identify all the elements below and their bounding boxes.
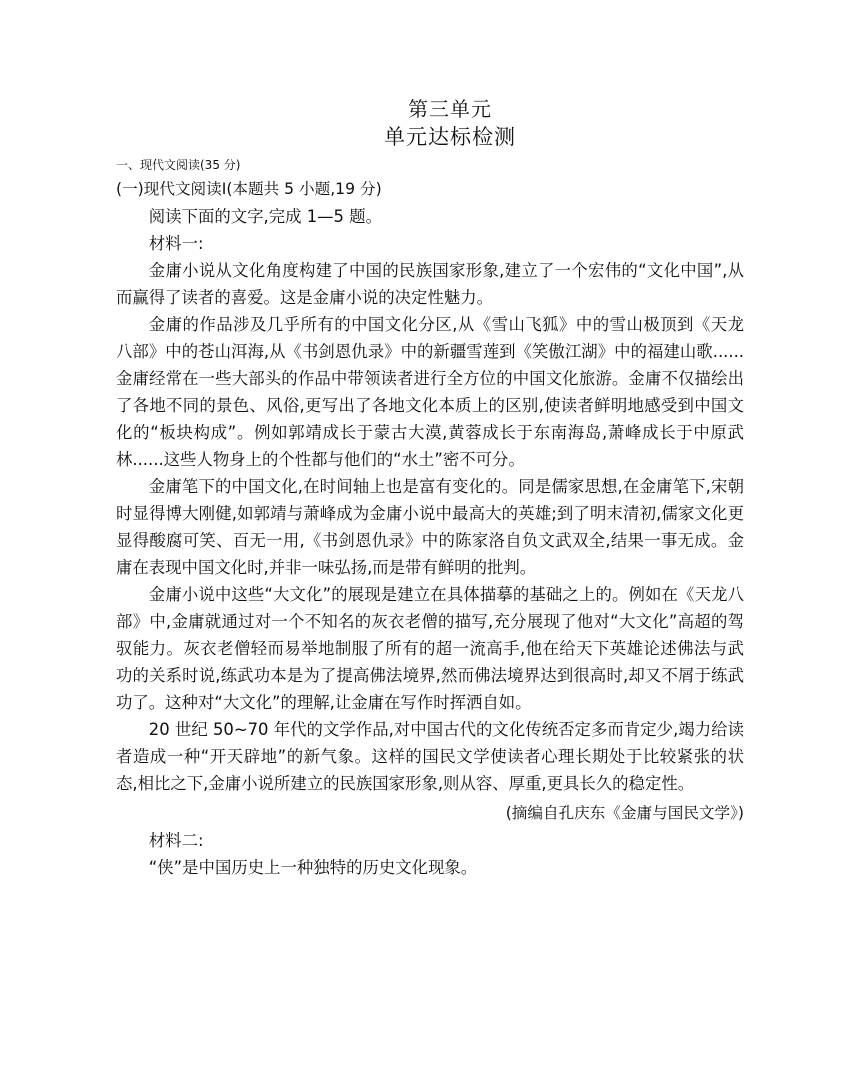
- reading-passage: [116, 203, 744, 797]
- source-citation: (摘编自孔庆东《金庸与国民文学》): [505, 804, 744, 822]
- subsection-heading: (一)现代文阅读Ⅰ(本题共 5 小题,19 分): [116, 180, 382, 198]
- paragraph: 20 世纪 50~70 年代的文学作品,对中国古代的文化传统否定多而肯定少,竭力给读者造成一种“开天辟地”的新气象。这样的国民文学使读者心理长期处于比较紧张的状态,相比之下,金庸小说所建立的民族国家形象,则从容、厚重,更具长久的稳定性。: [116, 720, 744, 793]
- material1-label: 材料一:: [148, 234, 204, 253]
- exam-page: [116, 96, 744, 881]
- material2-block: [116, 827, 744, 881]
- material2-label: 材料二:: [148, 831, 204, 850]
- instruction-text: 阅读下面的文字,完成 1—5 题。: [148, 207, 382, 226]
- page-subtitle: 单元达标检测: [384, 125, 516, 149]
- paragraph: 金庸小说中这些“大文化”的展现是建立在具体描摹的基础之上的。例如在《天龙八部》中,金庸就通过对一个不知名的灰衣老僧的描写,充分展现了他对“大文化”高超的驾驭能力。灰衣老僧轻而易举地制服了所有的超一流高手,他在给天下英雄论述佛法与武功的关系时说,练武功本是为了提高佛法境界,然而佛法境界达到很高时,却又不屑于练武功了。这种对“大文化”的理解,让金庸在写作时挥洒自如。: [116, 585, 744, 712]
- paragraph: 金庸小说从文化角度构建了中国的民族国家形象,建立了一个宏伟的“文化中国”,从而赢得了读者的喜爱。这是金庸小说的决定性魅力。: [116, 261, 744, 307]
- section-heading: 一、现代文阅读(35 分): [116, 158, 241, 172]
- paragraph: “侠”是中国历史上一种独特的历史文化现象。: [148, 858, 478, 877]
- paragraph: 金庸笔下的中国文化,在时间轴上也是富有变化的。同是儒家思想,在金庸笔下,宋朝时显得博大刚健,如郭靖与萧峰成为金庸小说中最高大的英雄;到了明末清初,儒家文化更显得酸腐可笑、百无一用,《书剑恩仇录》中的陈家洛自负文武双全,结果一事无成。金庸在表现中国文化时,并非一味弘扬,而是带有鲜明的批判。: [116, 477, 744, 577]
- paragraph: 金庸的作品涉及几乎所有的中国文化分区,从《雪山飞狐》中的雪山极顶到《天龙八部》中的苍山洱海,从《书剑恩仇录》中的新疆雪莲到《笑傲江湖》中的福建山歌......金庸经常在一些大部头的作品中带领读者进行全方位的中国文化旅游。金庸不仅描绘出了各地不同的景色、风俗,更写出了各地文化本质上的区别,使读者鲜明地感受到中国文化的“板块构成”。例如郭靖成长于蒙古大漠,黄蓉成长于东南海岛,萧峰成长于中原武林......这些人物身上的个性都与他们的“水土”密不可分。: [116, 315, 744, 469]
- unit-title: 第三单元: [408, 97, 492, 121]
